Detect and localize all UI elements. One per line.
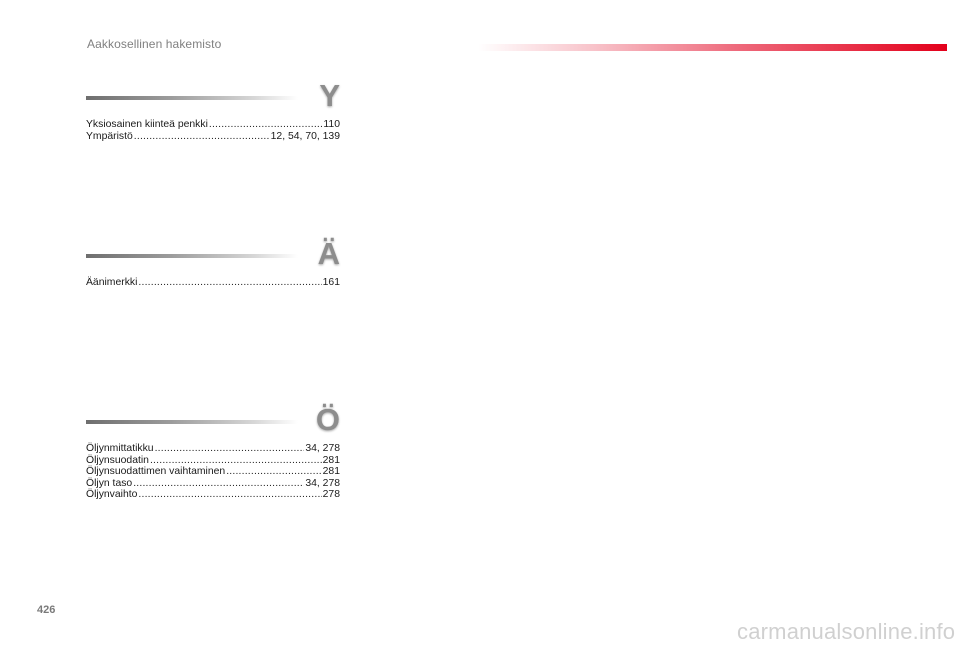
- entry-term: Öljynsuodattimen vaihtaminen: [86, 466, 226, 477]
- entry-term: Öljyn taso: [86, 477, 133, 489]
- index-entry: [86, 443, 340, 455]
- entry-pages: 34, 278: [305, 443, 340, 454]
- section-divider: [86, 96, 298, 100]
- section-letter: Ö: [315, 402, 340, 437]
- entry-pages: 34, 278: [305, 477, 340, 489]
- entry-term: Öljynmittatikku: [86, 443, 154, 454]
- index-entry: [86, 131, 340, 143]
- index-entry: [86, 466, 340, 478]
- entry-pages: 12, 54, 70, 139: [270, 130, 340, 142]
- entry-term: Äänimerkki: [86, 277, 138, 288]
- entry-term: Öljynsuodatin: [86, 454, 149, 466]
- dot-leader: [155, 443, 305, 455]
- index-entry: [86, 489, 340, 501]
- entry-term: Öljynvaihto: [86, 489, 138, 500]
- section-letter: Y: [319, 78, 340, 113]
- dot-leader: [138, 489, 321, 501]
- dot-leader: [138, 277, 321, 289]
- entry-pages: 281: [322, 454, 340, 466]
- entry-pages: 281: [322, 466, 340, 477]
- dot-leader: [209, 119, 323, 131]
- index-entry: [86, 119, 340, 131]
- index-section-o-umlaut: [86, 402, 340, 501]
- entry-pages: 161: [322, 277, 340, 288]
- index-entry: [86, 277, 340, 289]
- index-entries: [86, 119, 340, 142]
- page-number: 426: [37, 604, 56, 616]
- entry-pages: 110: [323, 119, 340, 130]
- section-divider: [86, 254, 298, 258]
- dot-leader: [150, 455, 322, 467]
- entry-term: Ympäristö: [86, 130, 133, 142]
- page-header-title: Aakkosellinen hakemisto: [87, 37, 222, 51]
- index-entry: [86, 455, 340, 467]
- index-entry: [86, 478, 340, 490]
- watermark: carmanualsonline.info: [737, 619, 956, 644]
- entry-term: Yksiosainen kiinteä penkki: [86, 119, 208, 130]
- entry-pages: 278: [322, 489, 340, 500]
- index-entries: [86, 443, 340, 501]
- dot-leader: [134, 131, 270, 143]
- dot-leader: [133, 478, 304, 490]
- dot-leader: [226, 466, 321, 478]
- section-divider: [86, 420, 298, 424]
- header-accent-bar: [478, 44, 947, 51]
- section-header: [86, 236, 340, 276]
- section-header: [86, 402, 340, 442]
- section-letter: Ä: [317, 236, 340, 271]
- index-entries: [86, 277, 340, 289]
- index-section-y: [86, 78, 340, 142]
- section-header: [86, 78, 340, 118]
- index-section-a-umlaut: [86, 236, 340, 289]
